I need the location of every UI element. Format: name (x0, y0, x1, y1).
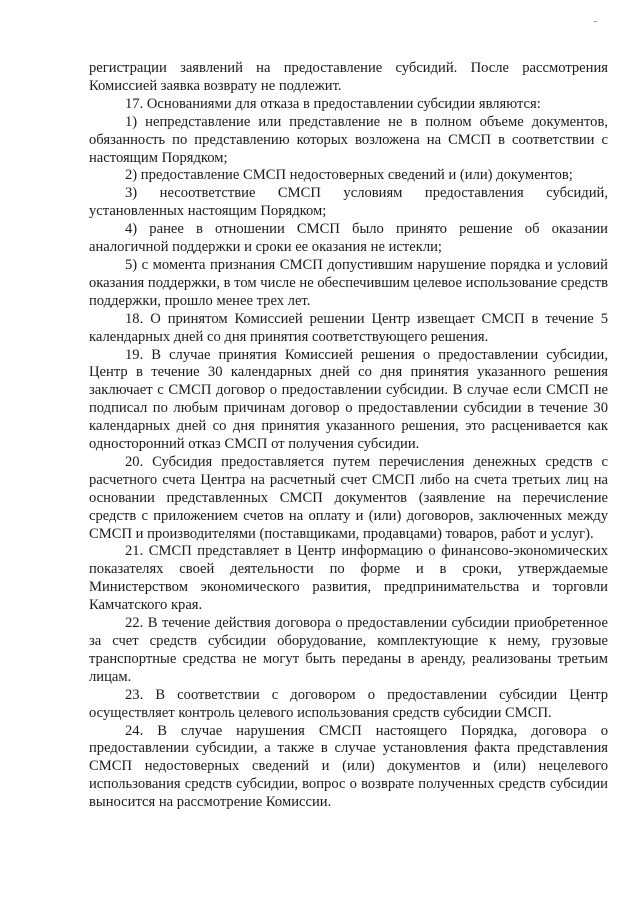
paragraph-17-item-5: 5) с момента признания СМСП допустившим нарушение порядка и условий оказания поддержки, в том числе не обеспечившим целевое использование средств поддержки, прошло менее трех лет. (89, 256, 608, 309)
scan-mark (594, 21, 597, 22)
paragraph-23: 23. В соответствии с договором о предоставлении субсидии Центр осуществляет контроль целевого использования средств субсидии СМСП. (89, 686, 608, 721)
paragraph-20: 20. Субсидия предоставляется путем перечисления денежных средств с расчетного счета Центра на расчетный счет СМСП либо на счета третьих лиц на основании представленных СМСП документов (заявление на перечисление средств с приложением счетов на оплату и (или) договоров, заключенных между СМСП и производителями (поставщиками, продавцами) товаров, работ и услуг). (89, 453, 608, 542)
paragraph-continuation: регистрации заявлений на предоставление субсидий. После рассмотрения Комиссией заявка возврату не подлежит. (89, 60, 608, 94)
document-body (89, 60, 608, 812)
paragraph-17-item-4: 4) ранее в отношении СМСП было принято решение об оказании аналогичной поддержки и сроки ее оказания не истекли; (89, 221, 608, 256)
paragraph-24: 24. В случае нарушения СМСП настоящего Порядка, договора о предоставлении субсидии, а также в случае установления факта представления СМСП недостоверных сведений и (или) документов и (или) нецелевого использования средств субсидии, вопрос о возврате полученных средств субсидии выносится на рассмотрение Комиссии. (89, 722, 608, 811)
paragraph-17-item-2: 2) предоставление СМСП недостоверных сведений и (или) документов; (125, 167, 573, 184)
paragraph-18: 18. О принятом Комиссией решении Центр извещает СМСП в течение 5 календарных дней со дня принятия соответствующего решения. (89, 310, 608, 345)
paragraph-22: 22. В течение действия договора о предоставлении субсидии приобретенное за счет средств субсидии оборудование, комплектующие к нему, грузовые транспортные средства не могут быть переданы в аренду, реализованы третьим лицам. (89, 615, 608, 685)
paragraph-19: 19. В случае принятия Комиссией решения о предоставлении субсидии, Центр в течение 30 календарных дней со дня принятия указанного решения заключает с СМСП договор о предоставлении субсидии. В случае если СМСП не подписал по любым причинам договор о предоставлении субсидии в течение 30 календарных дней со дня принятия указанного решения, это расценивается как односторонний отказ СМСП от получения субсидии. (89, 346, 608, 453)
paragraph-17-item-3: 3) несоответствие СМСП условиям предоставления субсидий, установленных настоящим Порядком; (89, 185, 608, 220)
paragraph-17-item-1: 1) непредставление или представление не в полном объеме документов, обязанность по представлению которых возложена на СМСП в соответствии с настоящим Порядком; (89, 113, 608, 166)
paragraph-17-heading: 17. Основаниями для отказа в предоставлении субсидии являются: (125, 95, 541, 112)
paragraph-21: 21. СМСП представляет в Центр информацию о финансово-экономических показателях своей деятельности по форме и в сроки, утверждаемые Министерством экономического развития, предпринимательства и торговли Камчатского края. (89, 543, 608, 614)
